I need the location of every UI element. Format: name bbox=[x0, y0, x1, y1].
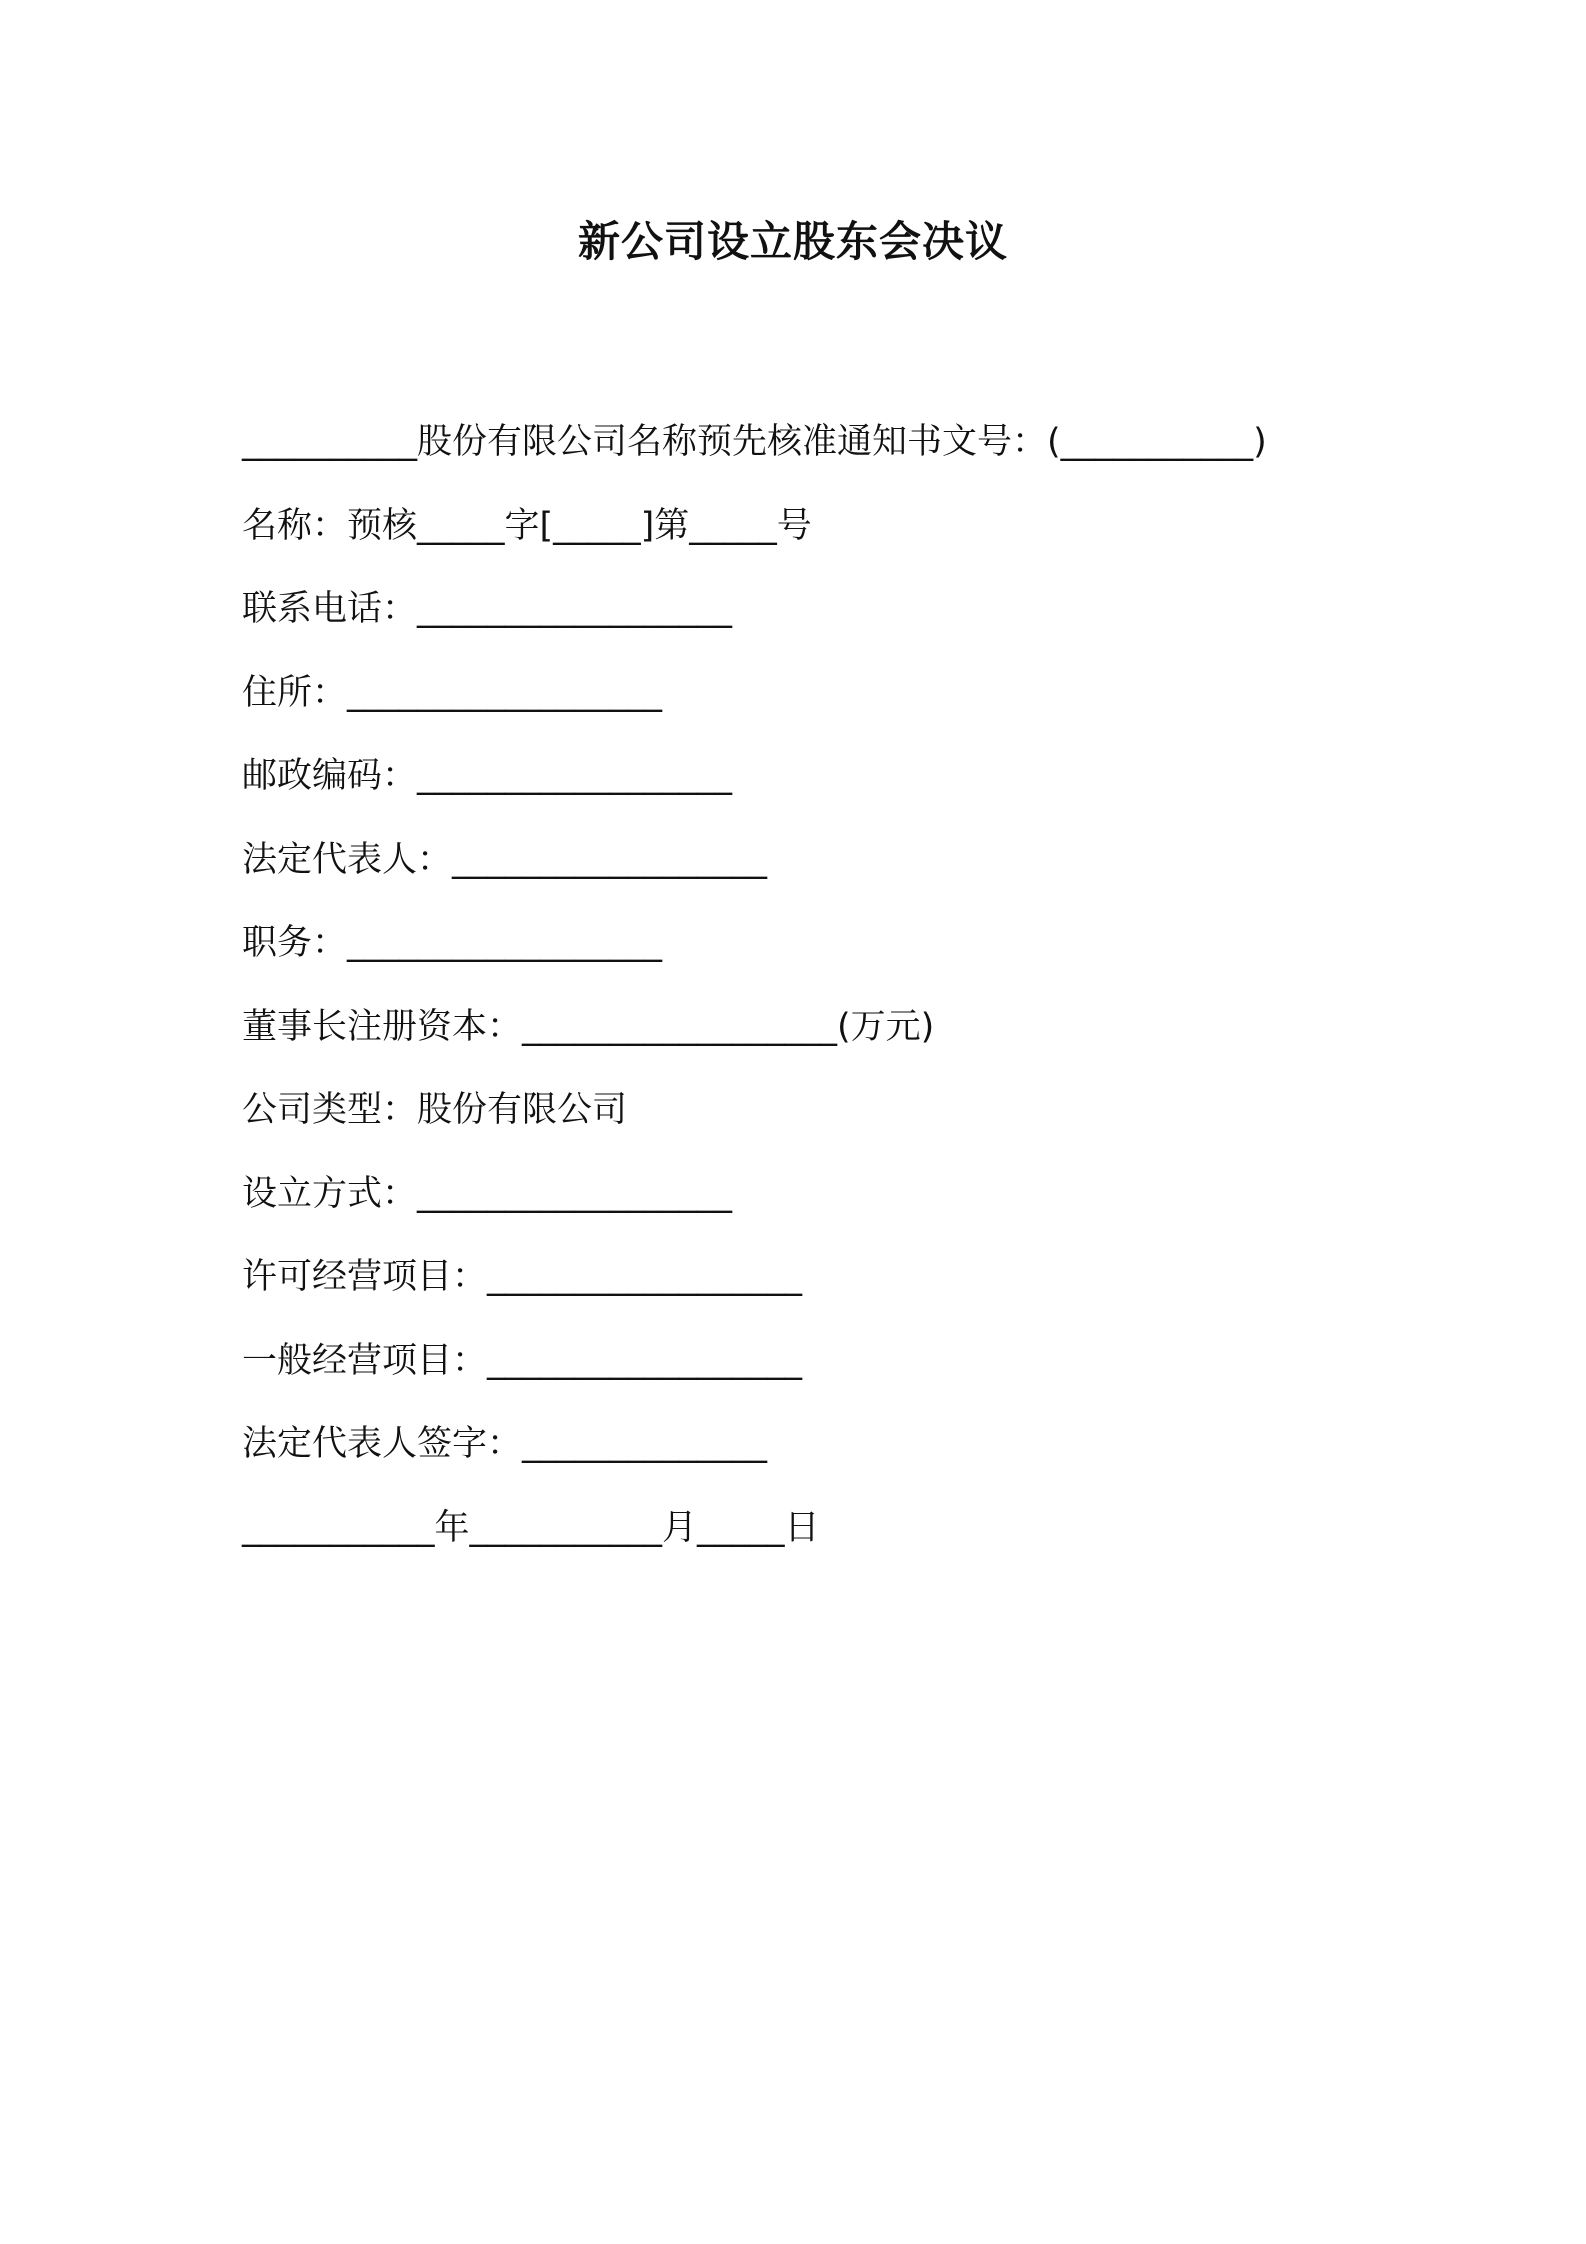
legal-representative-signature-line: 法定代表人签字：______________ bbox=[242, 1424, 768, 1464]
date-line: ___________年___________月_____日 bbox=[242, 1507, 820, 1548]
contact-phone-line: 联系电话：__________________ bbox=[242, 589, 733, 629]
establishment-method-line: 设立方式：__________________ bbox=[242, 1173, 733, 1214]
postal-code-line: 邮政编码：__________________ bbox=[242, 756, 733, 796]
licensed-business-line: 许可经营项目：__________________ bbox=[242, 1257, 803, 1297]
address-line: 住所：__________________ bbox=[242, 672, 663, 713]
general-business-line: 一般经营项目：__________________ bbox=[242, 1340, 803, 1381]
name-preapproval-line: 名称：预核_____字[_____]第_____号 bbox=[242, 505, 812, 546]
approval-notice-number-line: __________股份有限公司名称预先核准通知书文号：(___________) bbox=[242, 422, 1267, 462]
document-title: 新公司设立股东会决议 bbox=[577, 217, 1008, 266]
registered-capital-line: 董事长注册资本：__________________(万元) bbox=[242, 1006, 935, 1047]
position-line: 职务：__________________ bbox=[242, 923, 663, 963]
legal-representative-line: 法定代表人：__________________ bbox=[242, 839, 768, 880]
form-lines bbox=[242, 414, 1542, 1583]
company-type-line: 公司类型：股份有限公司 bbox=[242, 1090, 628, 1130]
